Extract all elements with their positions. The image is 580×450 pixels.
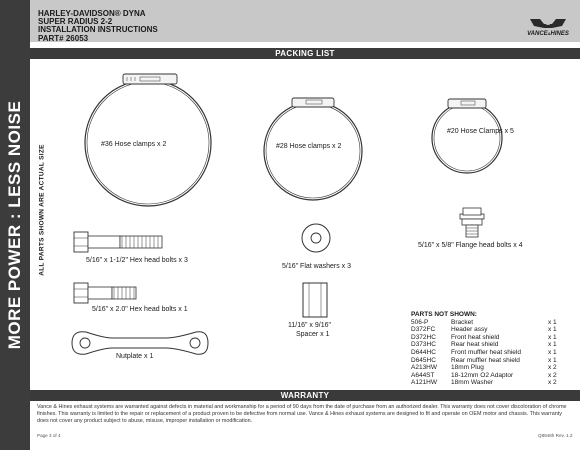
part-quantity: x 1 <box>548 341 557 349</box>
part-number: A644ST <box>411 371 435 379</box>
part-description: Header assy <box>451 326 488 334</box>
part-quantity: x 1 <box>548 333 557 341</box>
part-number: D645HC <box>411 356 436 364</box>
title-line-2: SUPER RADIUS 2-2 <box>38 17 113 27</box>
list-item <box>411 318 557 327</box>
label-nutplate: Nutplate x 1 <box>116 353 154 360</box>
label-clamp-20: #20 Hose Clamps x 5 <box>447 128 514 135</box>
part-quantity: x 1 <box>548 356 557 364</box>
part-number: D372HC <box>411 333 436 341</box>
list-item <box>411 333 557 342</box>
label-spacer-size: 11/16" x 9/16" <box>288 322 331 329</box>
part-quantity: x 2 <box>548 371 557 379</box>
part-quantity: x 1 <box>548 318 557 326</box>
packing-list-heading: PACKING LIST <box>30 48 580 59</box>
title-line-3: INSTALLATION INSTRUCTIONS <box>38 25 158 35</box>
part-description: 18mm Plug <box>451 364 484 372</box>
part-number: A213HW <box>411 364 438 372</box>
actual-size-note: ALL PARTS SHOWN ARE ACTUAL SIZE <box>38 144 46 276</box>
part-quantity: x 2 <box>548 364 557 372</box>
parts-not-shown-title: PARTS NOT SHOWN: <box>411 311 477 318</box>
part-quantity: x 2 <box>548 379 557 387</box>
spacer-drawing <box>303 283 327 317</box>
warranty-heading: WARRANTY <box>30 390 580 401</box>
label-spacer: Spacer x 1 <box>296 331 330 338</box>
part-number: D373HC <box>411 341 436 349</box>
label-flat-washers: 5/16" Flat washers x 3 <box>282 263 352 270</box>
list-item <box>411 364 557 372</box>
label-clamp-28: #28 Hose clamps x 2 <box>276 143 342 150</box>
clamp-20-drawing <box>432 99 502 173</box>
list-item <box>411 326 557 334</box>
clamp-36-drawing <box>85 74 211 206</box>
part-description: Front heat shield <box>451 333 500 341</box>
list-item <box>411 356 557 365</box>
hex-bolt-short-drawing <box>74 283 136 303</box>
label-clamp-36: #36 Hose clamps x 2 <box>101 141 167 148</box>
part-number: D372FC <box>411 326 436 334</box>
page-number: Page 3 of 4 <box>37 433 61 438</box>
label-hex-bolt-long: 5/16" x 1-1/2" Hex head bolts x 3 <box>86 257 188 264</box>
sidebar-slogan: MORE POWER : LESS NOISE <box>5 100 24 350</box>
part-quantity: x 1 <box>548 348 557 356</box>
part-quantity: x 1 <box>548 326 557 334</box>
parts-not-shown <box>411 311 557 387</box>
title-line-1: HARLEY-DAVIDSON® DYNA <box>38 9 146 18</box>
flange-bolt-drawing <box>460 208 484 237</box>
part-description: 18-12mm O2 Adaptor <box>451 371 514 379</box>
part-description: Rear muffler heat shield <box>451 356 520 364</box>
list-item <box>411 341 557 349</box>
label-flange-bolts: 5/16" x 5/8" Flange head bolts x 4 <box>418 242 523 249</box>
part-description: Front muffler heat shield <box>451 348 521 356</box>
part-description: 18mm Washer <box>451 379 494 387</box>
list-item <box>411 348 557 357</box>
revision-number: Q8948h Rev. 1.2 <box>538 433 573 438</box>
part-number: 506-P <box>411 318 429 326</box>
label-hex-bolt-short: 5/16" x 2.0" Hex head bolts x 1 <box>92 306 188 313</box>
flat-washer-drawing <box>302 224 330 252</box>
svg-text:VANCE&HINES: VANCE&HINES <box>527 31 569 37</box>
list-item <box>411 371 557 380</box>
hex-bolt-long-drawing <box>74 232 162 252</box>
nutplate-drawing <box>72 332 208 355</box>
title-line-4: PART# 26053 <box>38 33 89 43</box>
part-number: A121HW <box>411 379 438 387</box>
warranty-text: Vance & Hines exhaust systems are warranted against defects in material and workmanship for a period of 90 days from the date of purchase from an authorized dealer. This warranty does not cover discoloration of chrome finishes. This warranty is limited to the repair or replacement of a product proven to be defective from normal use. Vance & Hines exhaust systems are designed to fit and operate on OEM motor and chassis. This warranty does not cover any product subject to abuse, misuse, improper installation or modification. <box>37 404 567 425</box>
part-description: Rear heat shield <box>451 341 499 349</box>
part-number: D644HC <box>411 348 436 356</box>
part-description: Bracket <box>451 318 474 326</box>
list-item <box>411 379 557 387</box>
